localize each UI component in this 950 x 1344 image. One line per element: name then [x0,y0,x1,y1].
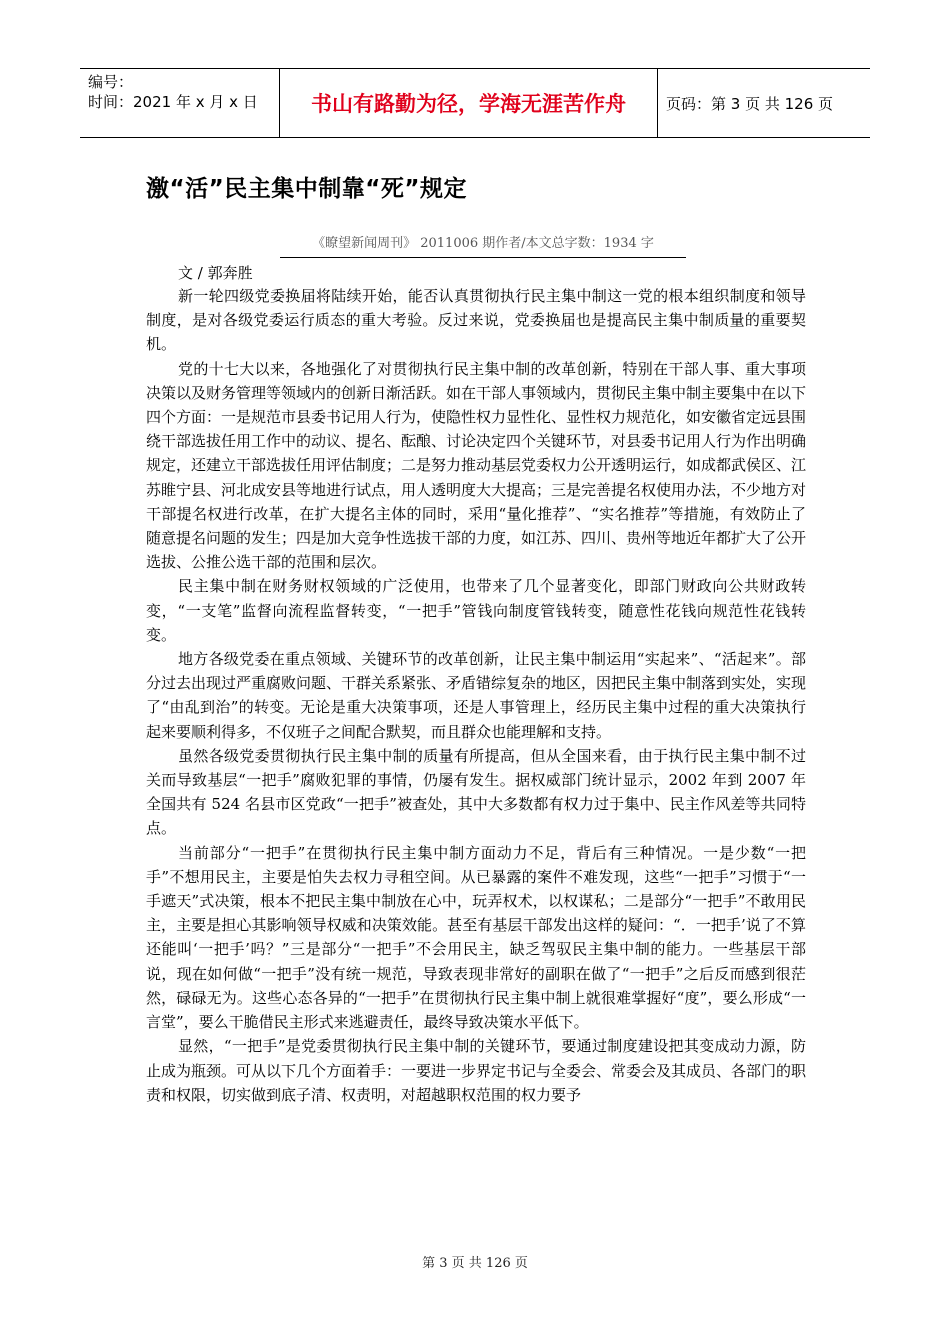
article-source: 《瞭望新闻周刊》 2011006 期作者/本文总字数：1934 字 [280,232,686,258]
header-page-info: 页码：第 3 页 共 126 页 [666,94,834,113]
time-label: 时间：2021 年 x 月 x 日 [88,93,258,111]
paragraph: 显然，“一把手”是党委贯彻执行民主集中制的关键环节，要通过制度建设把其变成动力源，防止成为瓶颈。可从以下几个方面着手：一要进一步界定书记与全委会、常委会及其成员、各部门的职责和权限，切实做到底子清、权责明，对超越职权范围的权力要予 [146,1037,807,1104]
number-label: 编号： [88,73,134,91]
paragraph: 新一轮四级党委换届将陆续开始，能否认真贯彻执行民主集中制这一党的根本组织制度和领导制度，是对各级党委运行质态的重大考验。反过来说，党委换届也是提高民主集中制质量的重要契机。 [146,287,806,354]
header-motto: 书山有路勤为径，学海无涯苦作舟 [280,69,658,137]
paragraph: 党的十七大以来，各地强化了对贯彻执行民主集中制的改革创新，特别在干部人事、重大事项决策以及财务管理等领域内的创新日渐活跃。如在干部人事领域内，贯彻民主集中制主要集中在以下四个方面：一是规范市县委书记用人行为，使隐性权力显性化、显性权力规范化，如安徽省定远县围绕干部选拔任用工作中的动议、提名、酝酿、讨论决定四个关键环节，对县委书记用人行为作出明确规定，还建立干部选拔任用评估制度；二是努力推动基层党委权力公开透明运行，如成都武侯区、江苏睢宁县、河北成安县等地进行试点，用人透明度大大提高；三是完善提名权使用办法，不少地方对干部提名权进行改革，在扩大提名主体的同时，采用“量化推荐”、“实名推荐”等措施，有效防止了随意提名问题的发生；四是加大竞争性选拔干部的力度，如江苏、四川、贵州等地近年都扩大了公开选拔、公推公选干部的范围和层次。 [146,359,807,572]
page-footer: 第 3 页 共 126 页 [422,1256,528,1271]
article-author: 文 / 郭奔胜 [178,264,253,282]
article-title: 激“活”民主集中制靠“死”规定 [146,176,467,202]
paragraph: 虽然各级党委贯彻执行民主集中制的质量有所提高，但从全国来看，由于执行民主集中制不过关而导致基层“一把手”腐败犯罪的事情，仍屡有发生。据权威部门统计显示，2002 年到 2007 年全国共有 524 名县市区党政“一把手”被查处，其中大多数都有权力过于集中、民主作风差等共同特点。 [146,746,806,838]
page-header [80,68,870,138]
paragraph: 当前部分“一把手”在贯彻执行民主集中制方面动力不足，背后有三种情况。一是少数“一把手”不想用民主，主要是怕失去权力寻租空间。从已暴露的案件不难发现，这些“一把手”习惯于“一手遮天”式决策，根本不把民主集中制放在心中，玩弄权术，以权谋私；二是部分“一把手”不敢用民主，主要是担心其影响领导权威和决策效能。甚至有基层干部发出这样的疑问：“．一把手’说了不算还能叫‘一把手’吗？”三是部分“一把手”不会用民主，缺乏驾驭民主集中制的能力。一些基层干部说，现在如何做“一把手”没有统一规范，导致表现非常好的副职在做了“一把手”之后反而感到很茫然，碌碌无为。这些心态各异的“一把手”在贯彻执行民主集中制上就很难掌握好“度”，要么形成“一言堂”，要么干脆借民主形式来逃避责任，最终导致决策水平低下。 [146,843,806,1032]
header-meta [80,69,280,137]
paragraph: 地方各级党委在重点领域、关键环节的改革创新，让民主集中制运用“实起来”、“活起来”。部分过去出现过严重腐败问题、干群关系紧张、矛盾错综复杂的地区，因把民主集中制落到实处，实现了“由乱到治”的转变。无论是重大决策事项，还是人事管理上，经历民主集中过程的重大决策执行起来要顺利得多，不仅班子之间配合默契，而且群众也能理解和支持。 [146,650,807,741]
paragraph: 民主集中制在财务财权领域的广泛使用，也带来了几个显著变化，即部门财政向公共财政转变，“一支笔”监督向流程监督转变，“一把手”管钱向制度管钱转变，随意性花钱向规范性花钱转变。 [146,577,806,644]
article-body [146,284,806,1107]
